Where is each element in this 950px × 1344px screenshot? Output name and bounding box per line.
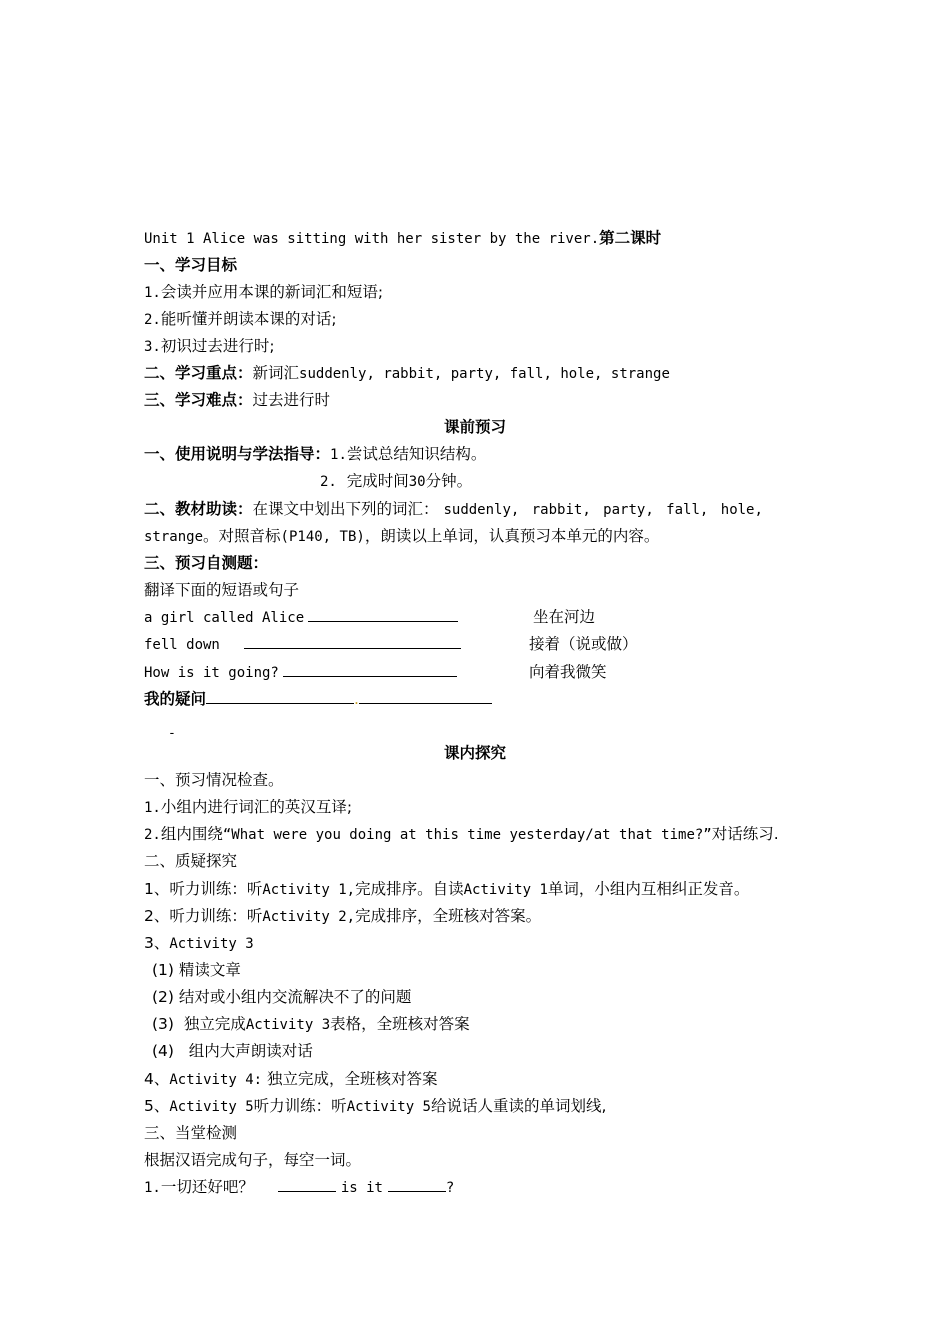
usage-guide: 一、使用说明与学法指导：1.尝试总结知识结构。: [144, 445, 487, 463]
question-blank[interactable]: [359, 687, 492, 704]
my-questions: 我的疑问 .: [144, 686, 492, 713]
check-item: 2.组内围绕“What were you doing at this time yesterday/at that time?”对话练习.: [144, 825, 779, 843]
inquiry-subitem: (3) 独立完成Activity 3表格，全班核对答案: [152, 1015, 470, 1033]
preview-section-title: 课前预习: [443, 418, 506, 436]
self-test-heading: 三、预习自测题：: [144, 554, 269, 572]
inquiry-subitem: (4) 组内大声朗读对话: [152, 1042, 313, 1060]
inquiry-subitem: (1) 精读文章: [152, 961, 241, 979]
inquiry-item: 1、听力训练：听Activity 1,完成排序。自读Activity 1单词，小组内互相纠正发音。: [144, 880, 750, 898]
inquiry-item: 4、Activity 4: 独立完成，全班核对答案: [144, 1070, 438, 1088]
inquiry-heading: 二、质疑探究: [144, 852, 238, 870]
answer-blank[interactable]: [283, 660, 457, 677]
answer-blank[interactable]: [308, 605, 458, 622]
translation-row: a girl called Alice: [144, 604, 458, 631]
objective-item: 3.初识过去进行时;: [144, 337, 275, 355]
key-points: 二、学习重点：新词汇suddenly, rabbit, party, fall, hole, strange: [144, 364, 670, 382]
answer-blank[interactable]: [244, 632, 461, 649]
inquiry-item: 3、Activity 3: [144, 934, 254, 952]
translation-row-right: 接着（说或做）: [529, 635, 638, 653]
self-test-instruction: 翻译下面的短语或句子: [144, 581, 300, 599]
objective-item: 1.会读并应用本课的新词汇和短语;: [144, 283, 384, 301]
translation-row: How is it going?: [144, 659, 457, 686]
translation-row: fell down: [144, 631, 461, 658]
document-title: Unit 1 Alice was sitting with her sister by the river.第二课时: [144, 229, 662, 247]
inquiry-item: 2、听力训练：听Activity 2,完成排序，全班核对答案。: [144, 907, 542, 925]
textbook-aid: 二、教材助读：在课文中划出下列的词汇： suddenly, rabbit, party, fall, hole,: [144, 500, 763, 518]
objectives-heading: 一、学习目标: [144, 256, 238, 274]
check-item: 1.小组内进行词汇的英汉互译;: [144, 798, 353, 816]
usage-guide-item2: 2. 完成时间30分钟。: [320, 472, 473, 490]
answer-blank[interactable]: [278, 1175, 336, 1192]
translation-row-right: 坐在河边: [533, 608, 596, 626]
textbook-aid-line2: strange。对照音标(P140, TB)，朗读以上单词，认真预习本单元的内容。: [144, 527, 660, 545]
answer-blank[interactable]: [388, 1175, 446, 1192]
inquiry-item: 5、Activity 5听力训练：听Activity 5给说话人重读的单词划线,: [144, 1097, 607, 1115]
difficulty: 三、学习难点：过去进行时: [144, 391, 331, 409]
inquiry-subitem: (2) 结对或小组内交流解决不了的问题: [152, 988, 412, 1006]
test-heading: 三、当堂检测: [144, 1124, 238, 1142]
test-question: 1.一切还好吧？ is it ?: [144, 1174, 454, 1201]
explore-section-title: 课内探究: [443, 744, 506, 762]
check-heading: 一、预习情况检查。: [144, 771, 284, 789]
test-instruction: 根据汉语完成句子，每空一词。: [144, 1151, 362, 1169]
dash-mark: -: [168, 726, 176, 741]
objective-item: 2.能听懂并朗读本课的对话;: [144, 310, 337, 328]
question-blank[interactable]: [206, 687, 354, 704]
translation-row-right: 向着我微笑: [529, 663, 607, 681]
